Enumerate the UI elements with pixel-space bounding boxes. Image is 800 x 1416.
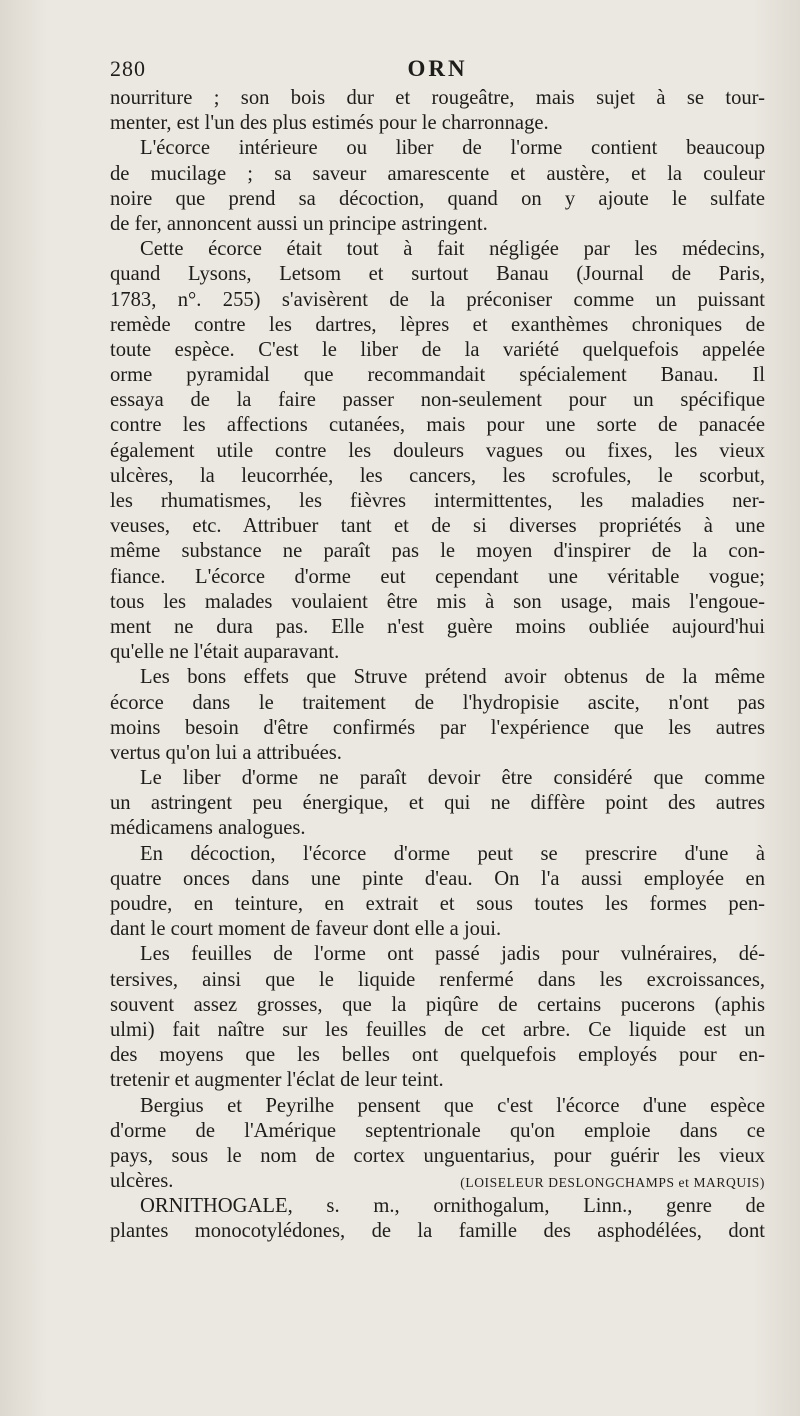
text-line-content: L'écorce intérieure ou liber de l'orme contient beaucoup <box>140 137 765 160</box>
text-line <box>110 288 765 313</box>
text-line-content: vertus qu'on lui a attribuées. <box>110 741 342 764</box>
text-line <box>110 388 765 413</box>
text-line <box>110 791 765 816</box>
text-line <box>110 867 765 892</box>
text-line <box>110 691 765 716</box>
text-line <box>110 514 765 539</box>
text-line-content: contre les affections cutanées, mais pour une sorte de panacée <box>110 414 765 437</box>
text-line <box>110 237 765 262</box>
text-line <box>110 1194 765 1219</box>
text-line-content: de mucilage ; sa saveur amarescente et austère, et la couleur <box>110 162 765 185</box>
text-line-content: toute espèce. C'est le liber de la variété quelquefois appelée <box>110 338 765 361</box>
text-line-content: En décoction, l'écorce d'orme peut se prescrire d'une à <box>140 842 765 865</box>
page-number: 280 <box>110 56 146 81</box>
body-text <box>110 86 765 1245</box>
text-line-content: quand Lysons, Letsom et surtout Banau (Journal de Paris, <box>110 263 765 286</box>
text-line-content: ulcères, la leucorrhée, les cancers, les scrofules, le scorbut, <box>110 464 765 487</box>
text-line-content: écorce dans le traitement de l'hydropisie ascite, n'ont pas <box>110 691 765 714</box>
text-line-content: Cette écorce était tout à fait négligée par les médecins, <box>140 238 765 261</box>
text-line-content: plantes monocotylédones, de la famille des asphodélées, dont <box>110 1220 765 1243</box>
text-line <box>110 338 765 363</box>
running-head: ORN <box>407 56 468 81</box>
text-line-content: menter, est l'un des plus estimés pour le charronnage. <box>110 112 549 135</box>
text-line-content: souvent assez grosses, que la piqûre de certains pucerons (aphis <box>110 993 765 1016</box>
text-line-content: orme pyramidal que recommandait spécialement Banau. Il <box>110 364 765 387</box>
text-line <box>110 1169 765 1194</box>
text-line-content: Le liber d'orme ne paraît devoir être considéré que comme <box>140 767 765 790</box>
text-line-content: ORNITHOGALE, s. m., ornithogalum, Linn., genre de <box>140 1195 765 1218</box>
text-line <box>110 363 765 388</box>
text-line-content: ment ne dura pas. Elle n'est guère moins oubliée aujourd'hui <box>110 615 765 638</box>
text-line-content: 1783, n°. 255) s'avisèrent de la préconiser comme un puissant <box>110 288 765 311</box>
text-line <box>110 539 765 564</box>
text-line <box>110 892 765 917</box>
text-line-content: médicamens analogues. <box>110 817 306 840</box>
text-line-content: moins besoin d'être confirmés par l'expérience que les autres <box>110 716 765 739</box>
text-line-content: quatre onces dans une pinte d'eau. On l'a aussi employée en <box>110 867 765 890</box>
text-line <box>110 615 765 640</box>
text-line-content: tretenir et augmenter l'éclat de leur teint. <box>110 1069 444 1092</box>
text-line-content: les rhumatismes, les fièvres intermittentes, les maladies ner- <box>110 490 765 512</box>
text-line <box>110 942 765 967</box>
text-line <box>110 665 765 690</box>
text-line-content: même substance ne paraît pas le moyen d'inspirer de la con- <box>110 540 765 563</box>
text-line <box>110 413 765 438</box>
text-line-content: ulmi) fait naître sur les feuilles de cet arbre. Ce liquide est un <box>110 1018 765 1041</box>
text-line <box>110 565 765 590</box>
text-line <box>110 1219 765 1244</box>
text-line <box>110 1144 765 1169</box>
text-line-content: ulcères. <box>110 1170 174 1193</box>
text-line-content: pays, sous le nom de cortex unguentarius, pour guérir les vieux <box>110 1144 765 1167</box>
page-header <box>110 56 765 86</box>
text-line <box>110 162 765 187</box>
text-line-content: veuses, etc. Attribuer tant et de si diverses propriétés à une <box>110 515 765 538</box>
text-line-content: un astringent peu énergique, et qui ne diffère point des autres <box>110 792 765 815</box>
text-line-content: remède contre les dartres, lèpres et exanthèmes chroniques de <box>110 313 765 336</box>
text-line-content: noire que prend sa décoction, quand on y ajoute le sulfate <box>110 187 765 210</box>
text-line <box>110 590 765 615</box>
text-line <box>110 741 765 766</box>
text-line <box>110 842 765 867</box>
text-line <box>110 1068 765 1093</box>
text-line-content: Bergius et Peyrilhe pensent que c'est l'écorce d'une espèce <box>140 1094 765 1117</box>
text-line-content: tous les malades voulaient être mis à son usage, mais l'engoue- <box>110 590 765 613</box>
text-line-content: Les feuilles de l'orme ont passé jadis pour vulnéraires, dé- <box>140 943 765 966</box>
text-line <box>110 136 765 161</box>
text-line <box>110 968 765 993</box>
text-line <box>110 489 765 514</box>
text-line <box>110 212 765 237</box>
text-line-content: Les bons effets que Struve prétend avoir obtenus de la même <box>140 666 765 689</box>
text-line <box>110 1094 765 1119</box>
text-line-content: de fer, annoncent aussi un principe astringent. <box>110 212 488 235</box>
text-line <box>110 640 765 665</box>
text-line <box>110 1018 765 1043</box>
text-line-content: nourriture ; son bois dur et rougeâtre, mais sujet à se tour- <box>110 87 765 109</box>
text-line <box>110 1119 765 1144</box>
text-line-content: dant le court moment de faveur dont elle a joui. <box>110 918 502 941</box>
text-line-content: essaya de la faire passer non-seulement pour un spécifique <box>110 389 765 412</box>
text-line-content: poudre, en teinture, en extrait et sous toutes les formes pen- <box>110 893 765 915</box>
text-line-content: d'orme de l'Amérique septentrionale qu'on emploie dans ce <box>110 1119 765 1142</box>
text-line <box>110 716 765 741</box>
text-line <box>110 816 765 841</box>
text-line <box>110 464 765 489</box>
text-line <box>110 993 765 1018</box>
text-line <box>110 262 765 287</box>
text-line <box>110 86 765 111</box>
text-line <box>110 313 765 338</box>
text-line-content: qu'elle ne l'était auparavant. <box>110 641 340 664</box>
text-line <box>110 439 765 464</box>
text-line-content: fiance. L'écorce d'orme eut cependant une véritable vogue; <box>110 565 765 588</box>
text-line <box>110 187 765 212</box>
text-line-content: également utile contre les douleurs vagues ou fixes, les vieux <box>110 439 765 462</box>
author-signature: (LOISELEUR DESLONGCHAMPS et MARQUIS) <box>460 1175 765 1191</box>
text-line <box>110 917 765 942</box>
text-line-content: tersives, ainsi que le liquide renfermé dans les excroissances, <box>110 968 765 991</box>
text-line <box>110 111 765 136</box>
text-line-content: des moyens que les belles ont quelquefois employés pour en- <box>110 1044 765 1067</box>
text-line <box>110 1043 765 1068</box>
text-line <box>110 766 765 791</box>
